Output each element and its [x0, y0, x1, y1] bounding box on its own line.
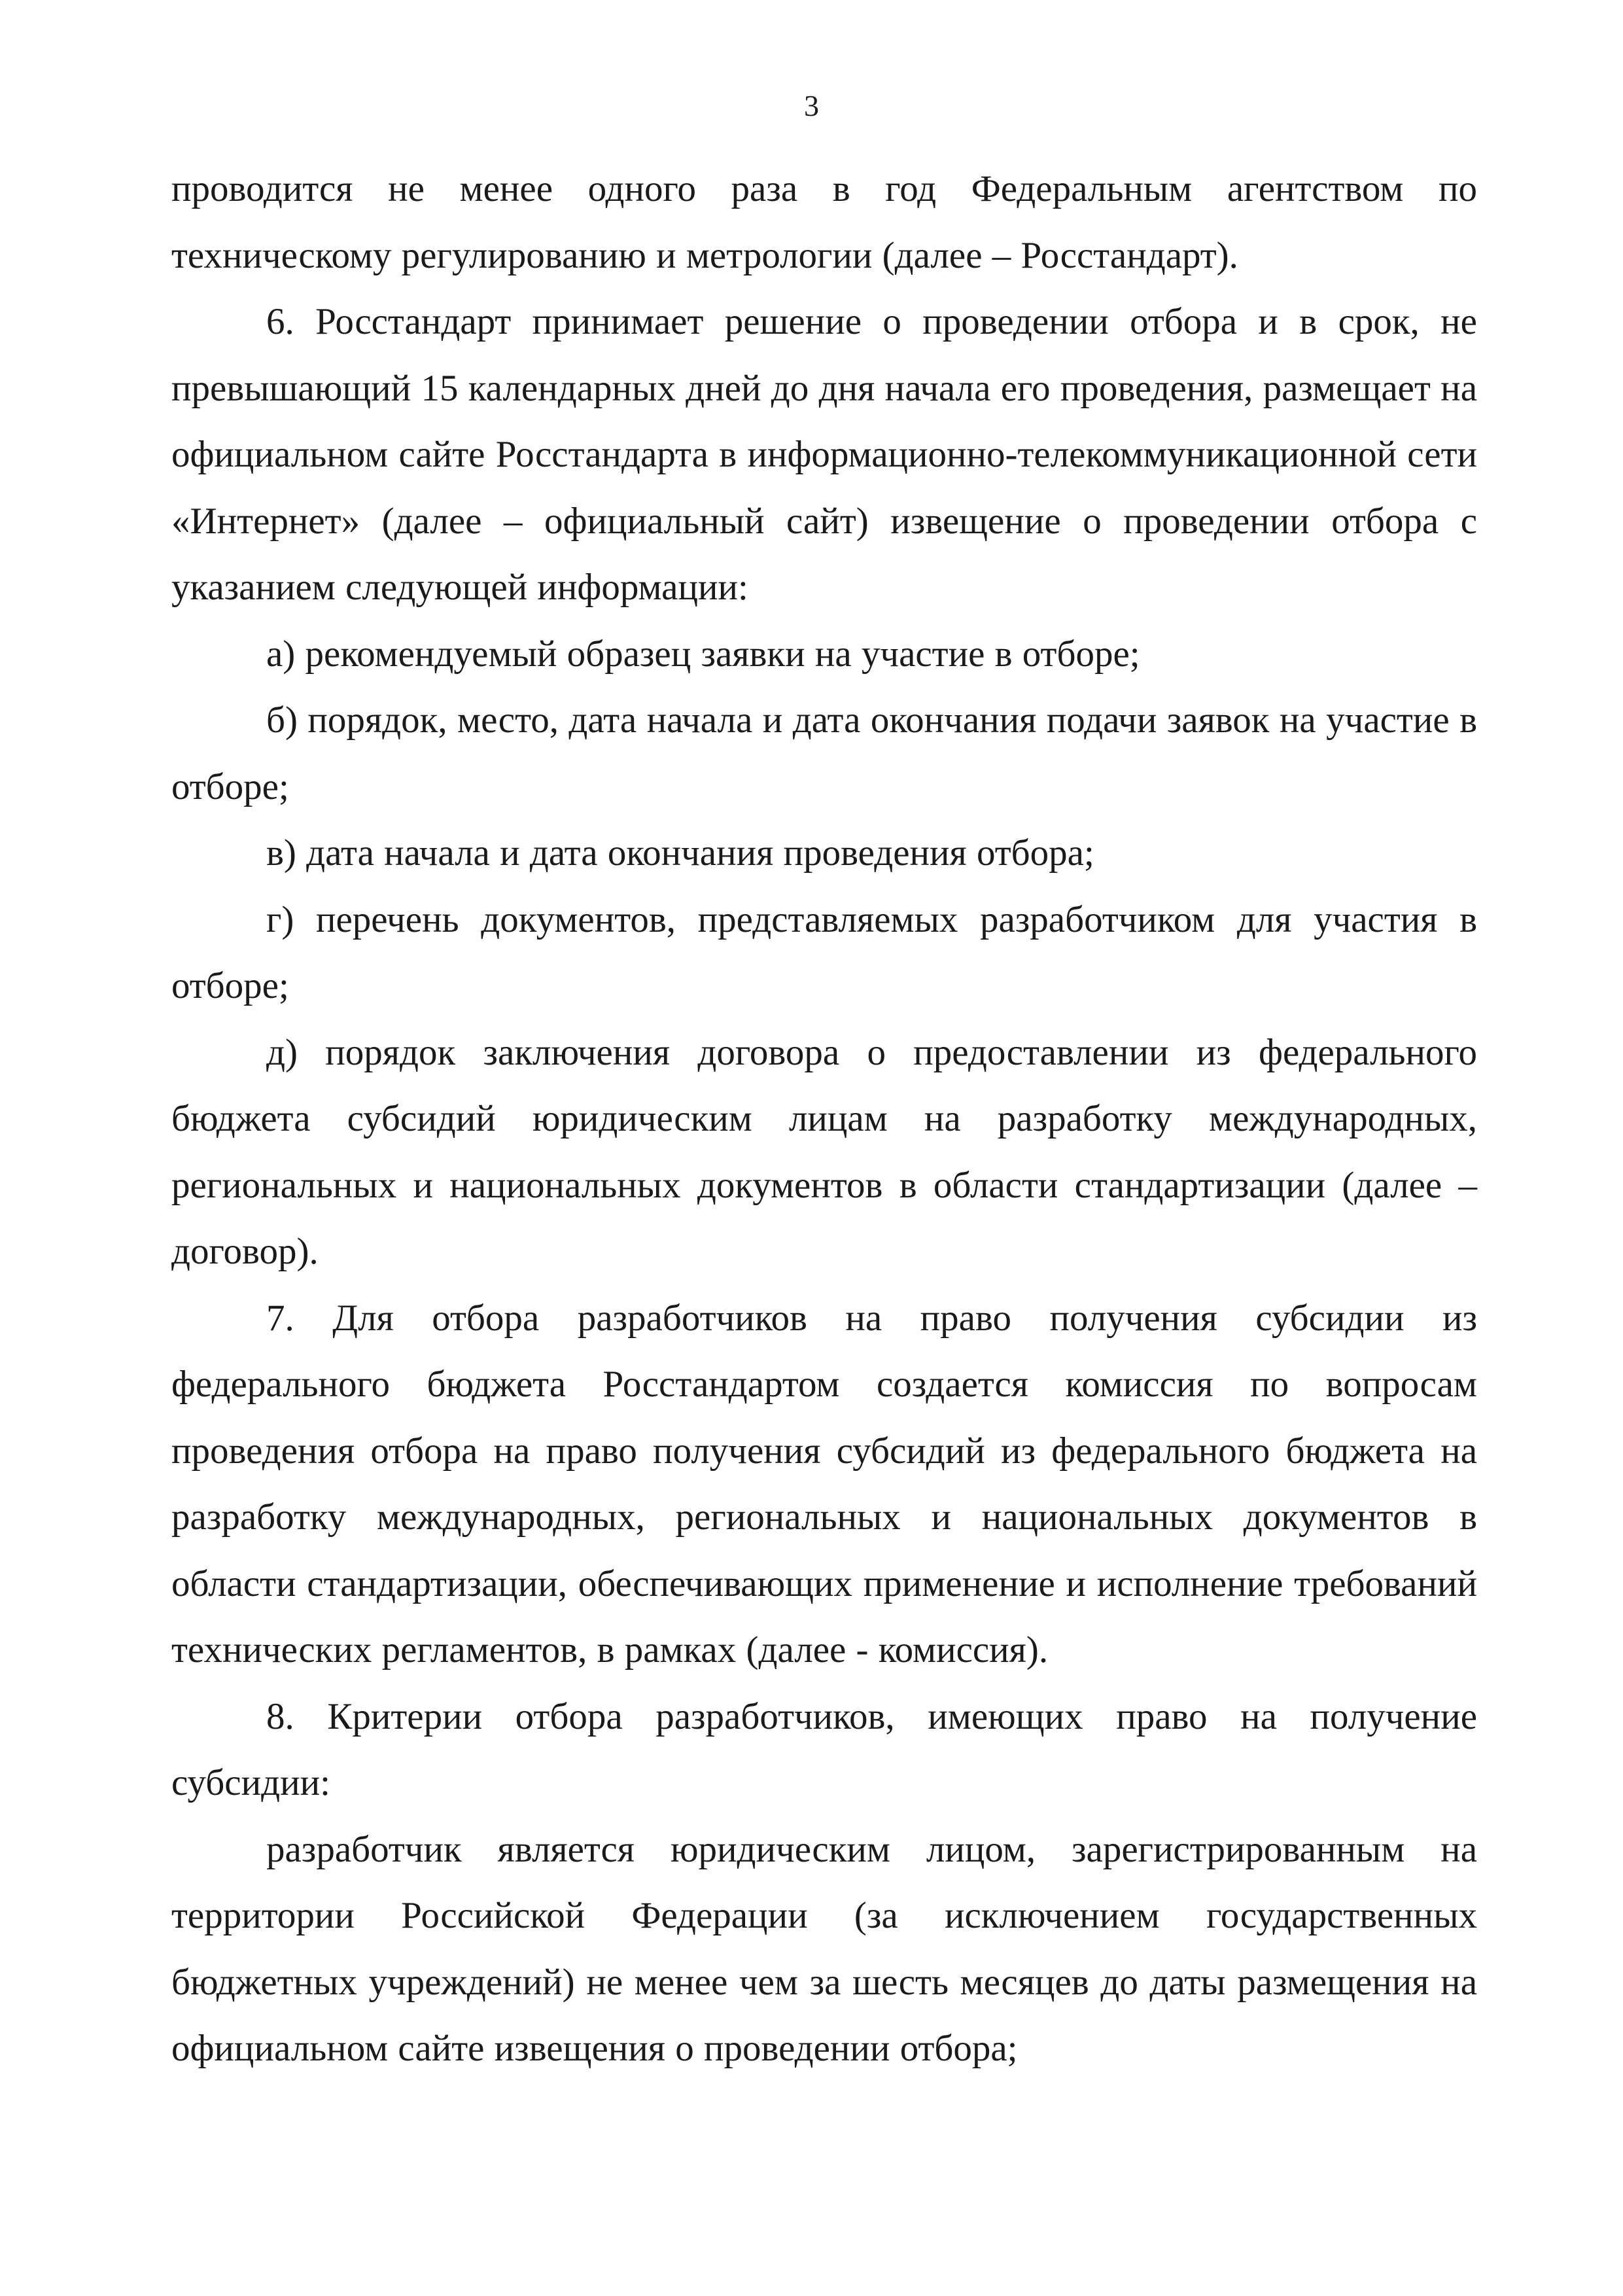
paragraph-clause-7: 7. Для отбора разработчиков на право получения субсидии из федерального бюджета Росстандартом создается комиссия по вопросам проведения отбора на право получения субсидий из федерального бюджета на разработку международных, региональных и национальных документов в области стандартизации, обеспечивающих применение и исполнение требований технических регламентов, в рамках (далее - комиссия). [171, 1297, 1477, 1670]
paragraph-item-b: б) порядок, место, дата начала и дата окончания подачи заявок на участие в отборе; [171, 699, 1477, 807]
paragraph-criterion-1: разработчик является юридическим лицом, зарегистрированным на территории Российской Федерации (за исключением государственных бюджетных учреждений) не менее чем за шесть месяцев до даты размещения на официальном сайте извещения о проведении отбора; [171, 1828, 1477, 2069]
page-number: 3 [804, 89, 819, 122]
paragraph-item-g: г) перечень документов, представляемых разработчиком для участия в отборе; [171, 898, 1477, 1006]
paragraph-clause-6: 6. Росстандарт принимает решение о проведении отбора и в срок, не превышающий 15 календарных дней до дня начала его проведения, размещает на официальном сайте Росстандарта в информационно-телекоммуникационной сети «Интернет» (далее – официальный сайт) извещение о проведении отбора с указанием следующей информации: [171, 301, 1477, 608]
paragraph-item-a: а) рекомендуемый образец заявки на участие в отборе; [266, 633, 1140, 675]
paragraph-item-d: д) порядок заключения договора о предоставлении из федерального бюджета субсидий юридическим лицам на разработку международных, региональных и национальных документов в области стандартизации (далее – договор). [171, 1031, 1477, 1272]
document-body [171, 156, 1477, 2082]
paragraph-continuation: проводится не менее одного раза в год Федеральным агентством по техническому регулированию и метрологии (далее – Росстандарт). [171, 168, 1477, 276]
paragraph-item-v: в) дата начала и дата окончания проведения отбора; [266, 832, 1094, 874]
paragraph-clause-8: 8. Критерии отбора разработчиков, имеющих право на получение субсидии: [171, 1695, 1477, 1803]
